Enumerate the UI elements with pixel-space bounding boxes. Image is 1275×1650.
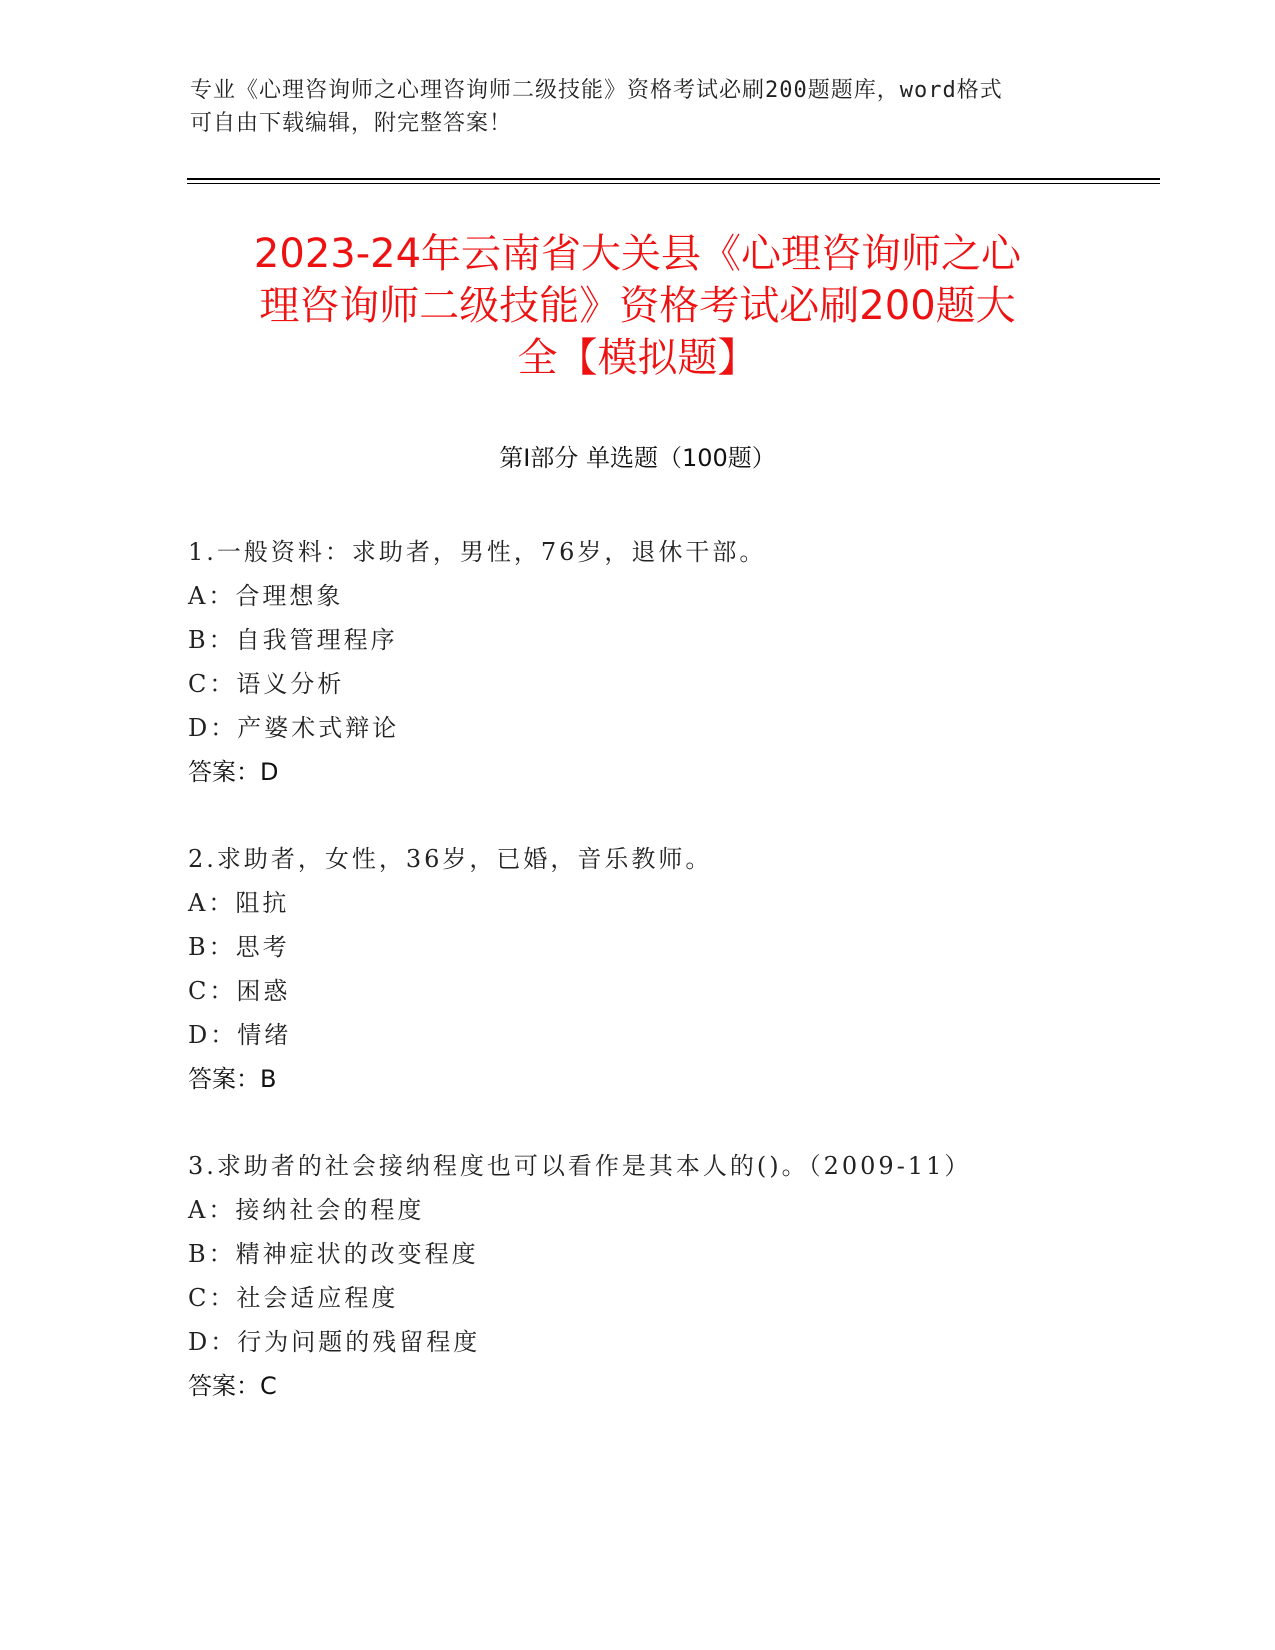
- question-stem: 3.求助者的社会接纳程度也可以看作是其本人的()。（2009-11）: [188, 1152, 972, 1180]
- document-title: [180, 228, 1095, 384]
- question-item: [188, 837, 1128, 1101]
- option-a: A：合理想象: [188, 582, 344, 610]
- header-divider-thin: [187, 183, 1160, 184]
- answer: 答案：C: [188, 1372, 277, 1400]
- option-d: D：产婆术式辩论: [188, 714, 400, 742]
- header-note: [190, 74, 1070, 140]
- header-divider-thick: [187, 178, 1160, 180]
- option-c: C：困惑: [188, 977, 291, 1005]
- option-d: D：行为问题的残留程度: [188, 1328, 481, 1356]
- document-title-line-1: 2023-24年云南省大关县《心理咨询师之心: [253, 231, 1022, 277]
- answer: 答案：D: [188, 758, 279, 786]
- question-list: [188, 530, 1128, 1451]
- answer: 答案：B: [188, 1065, 277, 1093]
- question-item: [188, 1144, 1128, 1408]
- option-b: B：自我管理程序: [188, 626, 398, 654]
- question-stem: 2.求助者，女性，36岁，已婚，音乐教师。: [188, 845, 713, 873]
- document-title-line-3: 全【模拟题】: [517, 335, 758, 381]
- option-b: B：精神症状的改变程度: [188, 1240, 479, 1268]
- option-a: A：接纳社会的程度: [188, 1196, 425, 1224]
- section-heading: 第Ⅰ部分 单选题（100题）: [499, 444, 776, 472]
- option-b: B：思考: [188, 933, 290, 961]
- option-c: C：语义分析: [188, 670, 345, 698]
- option-c: C：社会适应程度: [188, 1284, 399, 1312]
- header-note-line-1: 专业《心理咨询师之心理咨询师二级技能》资格考试必刷200题题库，word格式: [190, 78, 1003, 103]
- header-note-line-2: 可自由下载编辑，附完整答案！: [190, 111, 513, 136]
- option-d: D：情绪: [188, 1021, 292, 1049]
- question-item: [188, 530, 1128, 794]
- question-stem: 1.一般资料：求助者，男性，76岁，退休干部。: [188, 538, 767, 566]
- document-title-line-2: 理咨询师二级技能》资格考试必刷200题大: [259, 283, 1016, 329]
- option-a: A：阻抗: [188, 889, 290, 917]
